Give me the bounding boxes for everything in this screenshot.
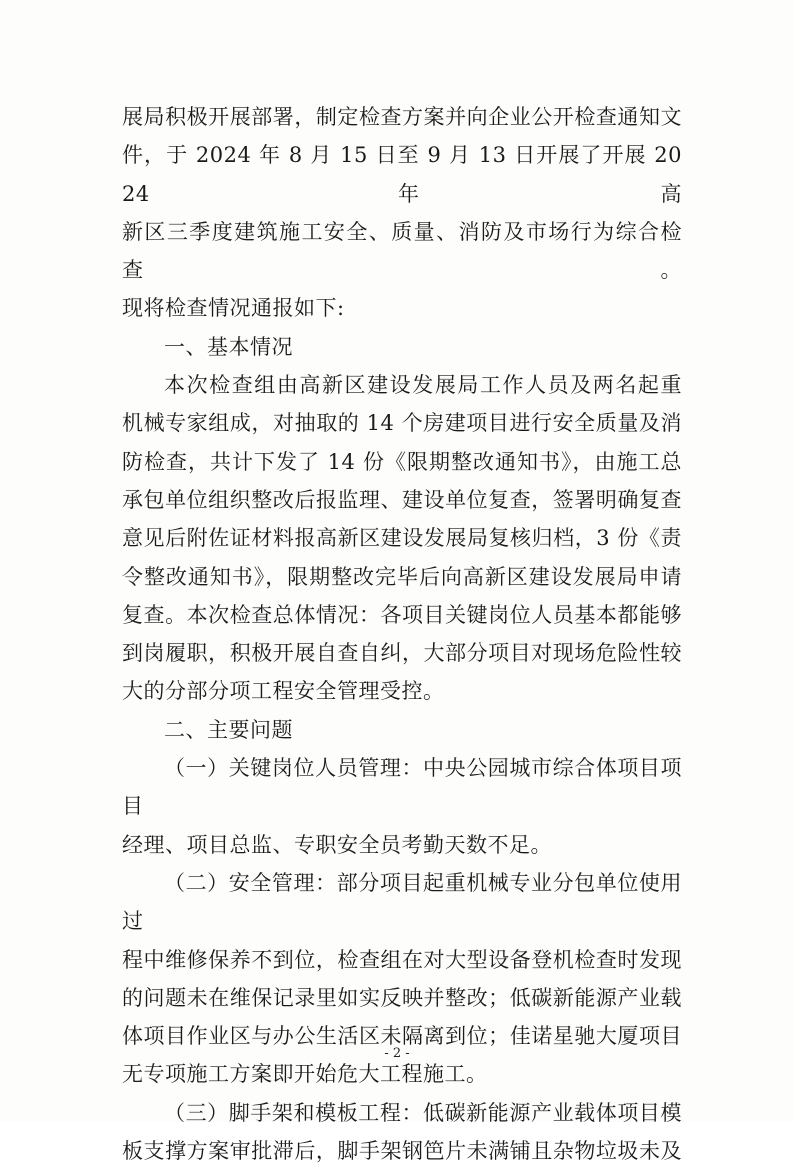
paragraph-line: 程中维修保养不到位，检查组在对大型设备登机检查时发现 xyxy=(122,947,682,972)
paragraph-line: 意见后附佐证材料报高新区建设发展局复核归档，3 份《责 xyxy=(122,526,682,551)
paragraph-line: 的问题未在维保记录里如实反映并整改；低碳新能源产业载 xyxy=(122,985,682,1010)
section-heading-problems: 二、主要问题 xyxy=(164,717,293,742)
paragraph-line: （三）脚手架和模板工程：低碳新能源产业载体项目模 xyxy=(164,1100,682,1125)
paragraph-line: 体项目作业区与办公生活区未隔离到位；佳诺星驰大厦项目 xyxy=(122,1024,682,1049)
paragraph-line: （二）安全管理：部分项目起重机械专业分包单位使用过 xyxy=(122,870,682,934)
paragraph-line: 机械专家组成，对抽取的 14 个房建项目进行安全质量及消 xyxy=(122,411,682,436)
paragraph-line: 承包单位组织整改后报监理、建设单位复查，签署明确复查 xyxy=(122,487,682,512)
paragraph-line: 无专项施工方案即开始危大工程施工。 xyxy=(122,1062,488,1087)
document-body xyxy=(122,98,682,1170)
paragraph-line: 经理、项目总监、专职安全员考勤天数不足。 xyxy=(122,832,552,857)
paragraph-line: （一）关键岗位人员管理：中央公园城市综合体项目项目 xyxy=(122,756,682,819)
paragraph-line: 新区三季度建筑施工安全、质量、消防及市场行为综合检查。 xyxy=(122,219,682,283)
section-heading-basic: 一、基本情况 xyxy=(164,334,293,359)
paragraph-line: 大的分部分项工程安全管理受控。 xyxy=(122,679,445,704)
paragraph-line: 展局积极开展部署，制定检查方案并向企业公开检查通知文 xyxy=(122,105,682,129)
paragraph-line: 复查。本次检查总体情况：各项目关键岗位人员基本都能够 xyxy=(122,602,682,627)
paragraph-line: 板支撑方案审批滞后，脚手架钢笆片未满铺且杂物垃圾未及 xyxy=(122,1139,682,1164)
paragraph-line: 到岗履职，积极开展自查自纠，大部分项目对现场危险性较 xyxy=(122,641,682,666)
page-number: - 2 - xyxy=(384,1046,410,1061)
paragraph-line: 令整改通知书》，限期整改完毕后向高新区建设发展局申请 xyxy=(122,564,682,589)
paragraph-line: 防检查，共计下发了 14 份《限期整改通知书》，由施工总 xyxy=(122,449,682,474)
paragraph-line: 本次检查组由高新区建设发展局工作人员及两名起重 xyxy=(164,373,682,398)
paragraph-line: 现将检查情况通报如下: xyxy=(122,296,345,321)
paragraph-line: 件，于 2024 年 8 月 15 日至 9 月 13 日开展了开展 2024 年高 xyxy=(122,143,682,206)
